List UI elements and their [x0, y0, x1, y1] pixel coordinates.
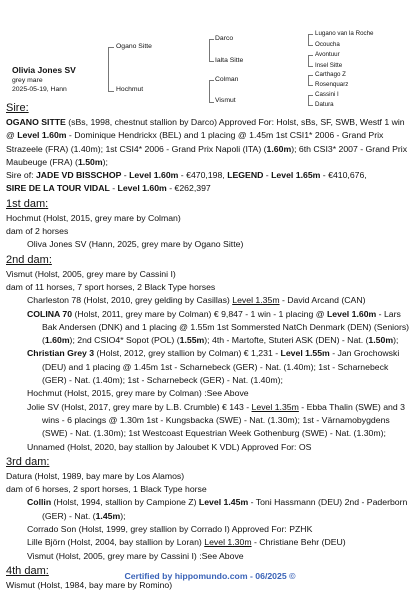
dsd-name: Rosenquarz: [315, 81, 349, 88]
subject-name: Olivia Jones SV: [12, 65, 76, 75]
subject-born: 2025-05-19, Hann: [12, 86, 67, 93]
certification-footer: Certified by hippomundo.com - 06/2025 ©: [124, 571, 296, 581]
sire-paragraph: OGANO SITTE (sBs, 1998, chestnut stallion by Darco) Approved For: Holst, sBs, SF, SWB, Westf 1 win @ Level 1.60m - Dominique Hendrickx (BEL) and 1 placing @ 1.45m 1st CSI1* 2006 - Grand Prix Strazeele (FRA) (1.40m); 1st CSI4* 2006 - Grand Prix Napoli (ITA) (1.60m); 6th CSI3* 2007 - Grand Prix Maubeuge (FRA) (1.50m);: [6, 117, 408, 167]
pedigree-report: [6, 99, 414, 592]
connector-line: [308, 75, 313, 76]
sds-name: Avontuur: [315, 51, 340, 58]
dam2-produce-count: dam of 11 horses, 7 sport horses, 2 Black Type horses: [6, 281, 216, 292]
sire-heading: Sire:: [6, 102, 29, 114]
dam3-line: Datura (Holst, 1989, bay mare by Los Alamos): [6, 470, 185, 481]
connector-line: [308, 95, 313, 96]
dam1-produce-count: dam of 2 horses: [6, 226, 69, 237]
offspring-charleston: Charleston 78 (Holst, 2010, grey gelding by Casillas) Level 1.35m - David Arcand (CAN): [27, 295, 366, 306]
dam1-offspring: Oliva Jones SV (Hann, 2025, grey mare by Ogano Sitte): [27, 239, 244, 250]
subject-sex: grey mare: [12, 77, 43, 84]
dam3-heading: 3rd dam:: [6, 455, 50, 468]
dam2-heading: 2nd dam:: [6, 253, 52, 266]
connector-line: [209, 61, 214, 62]
connector-line: [209, 39, 210, 61]
offspring-lille-bjorn: Lille Björn (Holst, 2004, bay stallion by Loran) Level 1.30m - Christiane Behr (DEU): [27, 537, 346, 548]
sire-name: Ogano Sitte: [116, 43, 152, 50]
connector-line: [308, 34, 309, 45]
dam-sire-name: Colman: [215, 76, 239, 83]
dam2-line: Vismut (Holst, 2005, grey mare by Cassini I): [6, 268, 176, 279]
dam4-line: Wismut (Holst, 1984, bay mare by Romino): [6, 579, 173, 590]
connector-line: [308, 55, 313, 56]
ddd-name: Datura: [315, 101, 334, 108]
ssd-name: Ocoucha: [315, 41, 340, 48]
dam-dam-name: Vismut: [215, 97, 236, 104]
sss-name: Lugano van la Roche: [315, 30, 374, 37]
connector-line: [308, 34, 313, 35]
connector-line: [209, 39, 214, 40]
connector-line: [108, 91, 114, 92]
sire-dam-name: Ialta Sitte: [215, 57, 244, 64]
connector-line: [108, 47, 114, 48]
offspring-jolie: Jolie SV (Holst, 2017, grey mare by L.B. Crumble) € 143 - Level 1.35m - Ebba Thalin (SWE) and 3 wins - 6 placings @ 1.30m 1st - Kungsbacka (SWE) - Nat. (1.30m); 1st - Värnamobygdens (SWE) - Nat. (1.30m); 1st Westcoast Equestrian Week Gothenburg (SWE) - Nat. (1.30m);: [27, 401, 405, 439]
dss-name: Carthago Z: [315, 71, 346, 78]
offspring-unnamed: Unnamed (Holst, 2020, bay stallion by Jaloubet K VDL) Approved For: OS: [27, 441, 312, 452]
dds-name: Cassini I: [315, 91, 339, 98]
offspring-hochmut: Hochmut (Holst, 2015, grey mare by Colman) :See Above: [27, 388, 249, 399]
connector-line: [308, 66, 313, 67]
dam1-heading: 1st dam:: [6, 197, 49, 210]
connector-line: [308, 55, 309, 66]
connector-line: [308, 75, 309, 85]
offspring-colina: COLINA 70 (Holst, 2011, grey mare by Colman) € 9,847 - 1 win - 1 placing @ Level 1.60m - Lars Bak Andersen (DNK) and 1 placing @ 1.55m 1st Sommersted NatCh Denmark (DEN) (Seniors) (1.60m); 2nd CSIO4* Sopot (POL) (1.55m); 4th - Martofte, Stuteri ASK (DEN) - Nat. (1.50m);: [27, 308, 410, 346]
connector-line: [209, 80, 214, 81]
connector-line: [308, 45, 313, 46]
dam4-heading: 4th dam:: [6, 564, 49, 577]
sire-of-paragraph: Sire of: JADE VD BISSCHOP - Level 1.60m - €470,198, LEGEND - Level 1.65m - €410,676, SIRE DE LA TOUR VIDAL - Level 1.60m - €262,397: [6, 170, 367, 194]
dam3-produce-count: dam of 6 horses, 2 sport horses, 1 Black Type horse: [6, 484, 207, 495]
connector-line: [308, 85, 313, 86]
offspring-christian-grey: Christian Grey 3 (Holst, 2012, grey stallion by Colman) € 1,231 - Level 1.55m - Jan Grochowski (DEU) and 1 placing @ 1.45m 1st - Scharnebeck (GER) - Nat. (1.40m); 1st - Scharnebeck (GER) - Nat. (1.40m); 1st - Scharnebeck (GER) - Nat. (1.40m);: [27, 348, 400, 386]
connector-line: [108, 47, 109, 91]
dam1-line: Hochmut (Holst, 2015, grey mare by Colman): [6, 212, 181, 223]
offspring-vismut: Vismut (Holst, 2005, grey mare by Cassini I) :See Above: [27, 550, 244, 561]
sdd-name: Insel Sitte: [315, 62, 343, 69]
dam-name: Hochmut: [116, 86, 144, 93]
sire-sire-name: Darco: [215, 35, 234, 42]
offspring-corrado: Corrado Son (Holst, 1999, grey stallion by Corrado I) Approved For: PZHK: [27, 524, 313, 535]
offspring-collin: Collin (Holst, 1994, stallion by Campione Z) Level 1.45m - Toni Hassmann (DEU) 2nd - Paderborn (GER) - Nat. (1.45m);: [27, 497, 408, 521]
